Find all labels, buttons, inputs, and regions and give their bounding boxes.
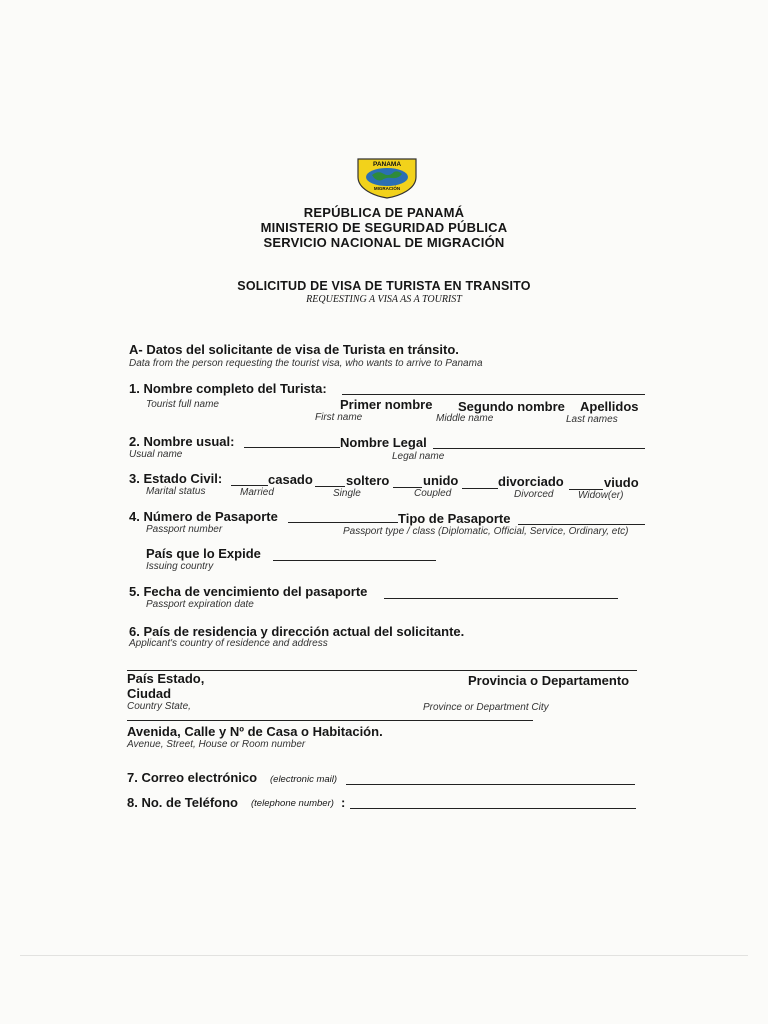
telephone-field[interactable] [350,808,636,809]
full-name-field[interactable] [342,394,645,395]
legal-name-sub: Legal name [392,451,445,462]
q4-label: 4. Número de Pasaporte [129,509,278,524]
q3-sub: Marital status [146,486,206,497]
header-service: SERVICIO NACIONAL DE MIGRACIÓN [263,235,505,250]
last-name-label: Apellidos [580,399,639,414]
province-label: Provincia o Departamento [468,673,630,688]
q8-colon: : [341,795,346,810]
widow-sub: Widow(er) [578,490,624,501]
q2-label: 2. Nombre usual: [129,434,235,449]
section-a-title: A- Datos del solicitante de visa de Turista en tránsito. [129,342,459,357]
province-sub: Province or Department City [423,702,549,713]
legal-name-label: Nombre Legal [340,435,427,450]
logo-top-text: PANAMA [372,161,402,168]
middle-name-label: Segundo nombre [458,399,565,414]
first-name-sub: First name [315,412,363,423]
q6-sub: Applicant's country of residence and address [129,638,328,649]
q3-label: 3. Estado Civil: [129,471,223,486]
first-name-label: Primer nombre [340,397,433,412]
form-subtitle: REQUESTING A VISA AS A TOURIST [306,294,462,305]
single-sub: Single [333,488,361,499]
scan-edge-line [20,955,748,956]
passport-type-label: Tipo de Pasaporte [398,511,511,526]
q1-label: 1. Nombre completo del Turista: [129,381,327,396]
header-ministry: MINISTERIO DE SEGURIDAD PÚBLICA [260,220,508,235]
divorced-sub: Divorced [514,489,554,500]
divorced-label: divorciado [498,474,564,489]
q1-sub: Tourist full name [146,399,219,410]
issuing-country-label: País que lo Expide [146,546,261,561]
married-sub: Married [240,487,274,498]
divorced-checkbox[interactable] [462,488,498,489]
q2-sub: Usual name [129,449,183,460]
avenue-sub: Avenue, Street, House or Room number [127,739,306,750]
married-label: casado [268,472,313,487]
q8-sub: (telephone number) [251,798,334,809]
passport-type-field[interactable] [518,524,645,525]
q7-label: 7. Correo electrónico [127,770,258,785]
country-state-sub: Country State, [127,701,191,712]
legal-name-field[interactable] [433,448,645,449]
middle-name-sub: Middle name [436,413,494,424]
coupled-label: unido [423,473,459,488]
form-title: SOLICITUD DE VISA DE TURISTA EN TRANSITO [237,279,531,293]
q8-label: 8. No. de Teléfono [127,795,238,810]
issuing-country-field[interactable] [273,560,436,561]
address-field[interactable] [127,720,533,721]
q4-sub: Passport number [146,524,223,535]
widow-label: viudo [604,475,639,490]
country-state-label: País Estado, [127,671,205,686]
usual-name-field[interactable] [244,447,340,448]
logo-bottom-text: MIGRACIÓN [373,186,401,191]
q6-label: 6. País de residencia y dirección actual del solicitante. [129,624,465,639]
passport-number-field[interactable] [288,522,398,523]
email-field[interactable] [346,784,635,785]
expiration-date-field[interactable] [384,598,618,599]
migration-shield-logo [356,157,418,199]
single-label: soltero [346,473,390,488]
coupled-sub: Coupled [414,488,452,499]
avenue-label: Avenida, Calle y Nº de Casa o Habitación. [127,724,383,739]
married-checkbox[interactable] [231,485,268,486]
q7-sub: (electronic mail) [270,774,338,785]
last-name-sub: Last names [566,414,618,425]
q5-label: 5. Fecha de vencimiento del pasaporte [129,584,368,599]
section-a-subtitle: Data from the person requesting the tourist visa, who wants to arrive to Panama [129,358,483,369]
passport-type-sub: Passport type / class (Diplomatic, Official, Service, Ordinary, etc) [343,526,629,537]
header-republic: REPÚBLICA DE PANAMÁ [303,205,465,220]
issuing-country-sub: Issuing country [146,561,214,572]
single-checkbox[interactable] [315,486,345,487]
city-label: Ciudad [127,686,172,701]
q5-sub: Passport expiration date [146,599,254,610]
